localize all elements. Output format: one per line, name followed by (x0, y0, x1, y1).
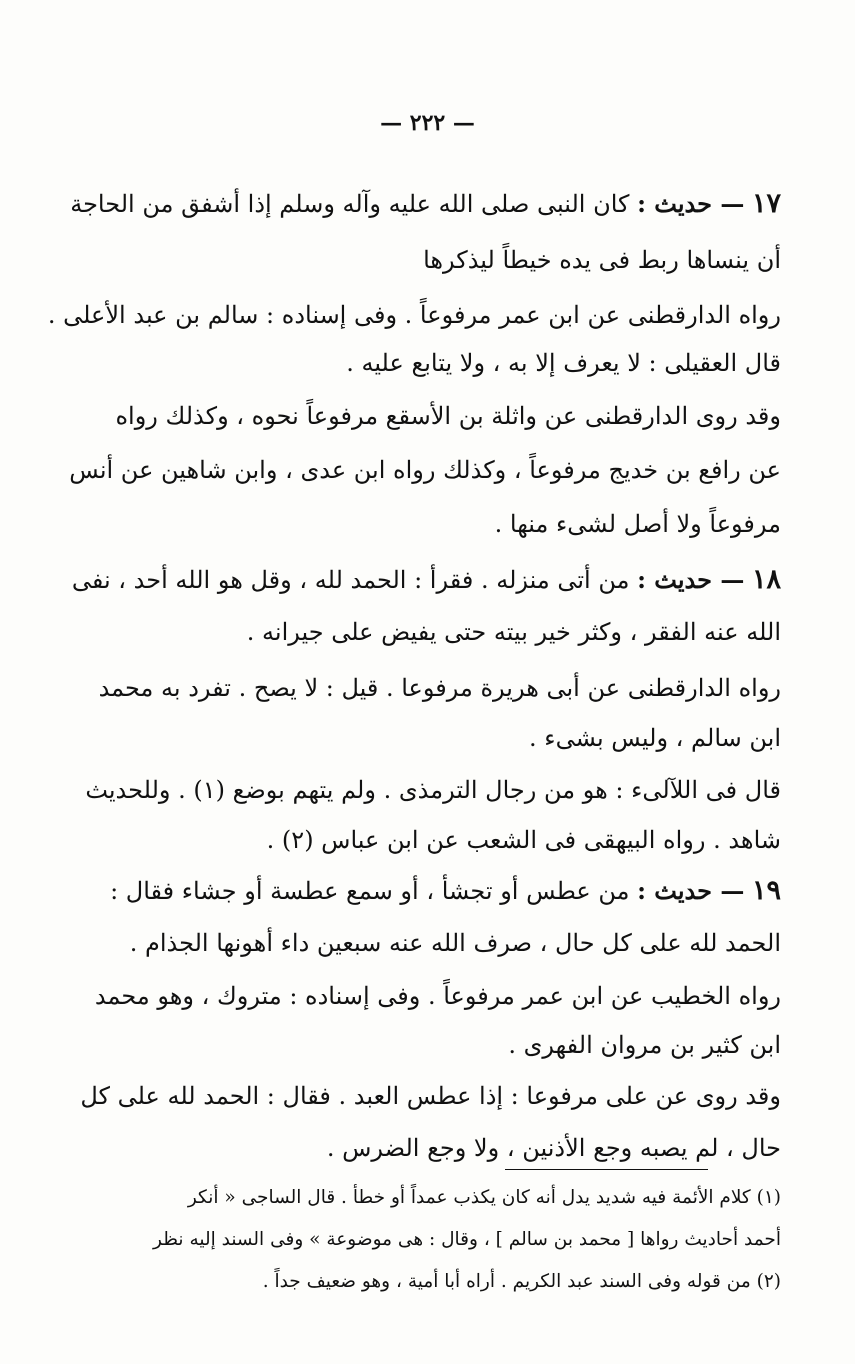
line-text: الحمد لله على كل حال ، صرف الله عنه سبعين داء أهونها الجذام . (129, 929, 781, 957)
line-text: قال فى اللآلىء : هو من رجال الترمذى . ولم يتهم بوضع (١) . وللحديث (85, 776, 781, 804)
hadith-number: ١٩ (751, 875, 781, 906)
text-line (146, 506, 781, 542)
text-line (47, 297, 781, 333)
line-text: الله عنه الفقر ، وكثر خير بيته حتى يفيض على جيرانه . (246, 618, 781, 646)
page-number: — ٢٢٢ — (380, 110, 475, 136)
footnote-separator (505, 1169, 708, 1170)
hadith-label: — حديث : (637, 565, 745, 594)
line-text: رواه الدارقطنى عن ابن عمر مرفوعاً . وفى إسناده : سالم بن عبد الأعلى . (47, 301, 781, 329)
line-text: وقد روى عن على مرفوعا : إذا عطس العبد . فقال : الحمد لله على كل (80, 1082, 781, 1110)
text-line (85, 772, 781, 808)
text-line (115, 398, 781, 434)
line-text: حال ، لم يصبه وجع الأذنين ، ولا وجع الضرس . (326, 1134, 781, 1162)
text-line (146, 822, 781, 858)
line-text: رواه الخطيب عن ابن عمر مرفوعاً . وفى إسناده : متروك ، وهو محمد (94, 982, 781, 1010)
text-line (94, 978, 781, 1014)
line-text: عن رافع بن خديج مرفوعاً ، وكذلك رواه ابن عدى ، وابن شاهين عن أنس (69, 456, 781, 484)
line-text: من عطس أو تجشأ ، أو سمع عطسة أو جشاء فقال : (110, 877, 638, 905)
hadith-label: — حديث : (637, 189, 745, 218)
line-text: رواه الدارقطنى عن أبى هريرة مرفوعا . قيل : لا يصح . تفرد به محمد (98, 674, 781, 702)
text-line (146, 1027, 781, 1063)
hadith-label: — حديث : (637, 876, 745, 905)
text-line (146, 1130, 781, 1166)
text-line (146, 614, 781, 650)
hadith-number: ١٧ (751, 188, 781, 219)
line-text: وقد روى الدارقطنى عن واثلة بن الأسقع مرفوعاً نحوه ، وكذلك رواه (115, 402, 781, 430)
line-text: مرفوعاً ولا أصل لشىء منها . (494, 510, 781, 538)
text-line (98, 670, 781, 706)
text-line (146, 345, 781, 381)
footnote-line: أحمد أحاديث رواها [ محمد بن سالم ] ، وقال : هى موضوعة » وفى السند إليه نظر (153, 1229, 781, 1250)
hadith-heading-line (71, 562, 781, 598)
hadith-heading-line (70, 186, 781, 222)
line-text: ابن سالم ، وليس بشىء . (529, 724, 781, 752)
text-line (129, 925, 781, 961)
line-text: قال العقيلى : لا يعرف إلا به ، ولا يتابع عليه . (346, 349, 781, 377)
hadith-number: ١٨ (751, 564, 781, 595)
text-line (69, 452, 781, 488)
text-line (80, 1078, 781, 1114)
text-line (146, 720, 781, 756)
footnote-line: (٢) من قوله وفى السند عبد الكريم . أراه أبا أمية ، وهو ضعيف جداً . (262, 1271, 781, 1292)
line-text: أن ينساها ربط فى يده خيطاً ليذكرها (423, 246, 781, 274)
text-line (146, 242, 781, 278)
line-text: ابن كثير بن مروان الفهرى . (508, 1031, 781, 1059)
hadith-heading-line (110, 873, 781, 909)
line-text: من أتى منزله . فقرأ : الحمد لله ، وقل هو الله أحد ، نفى (71, 566, 638, 594)
footnote-line: (١) كلام الأئمة فيه شديد يدل أنه كان يكذب عمداً أو خطأ . قال الساجى « أنكر (187, 1187, 781, 1208)
line-text: شاهد . رواه البيهقى فى الشعب عن ابن عباس (٢) . (266, 826, 781, 854)
line-text: كان النبى صلى الله عليه وآله وسلم إذا أشفق من الحاجة (70, 190, 638, 218)
